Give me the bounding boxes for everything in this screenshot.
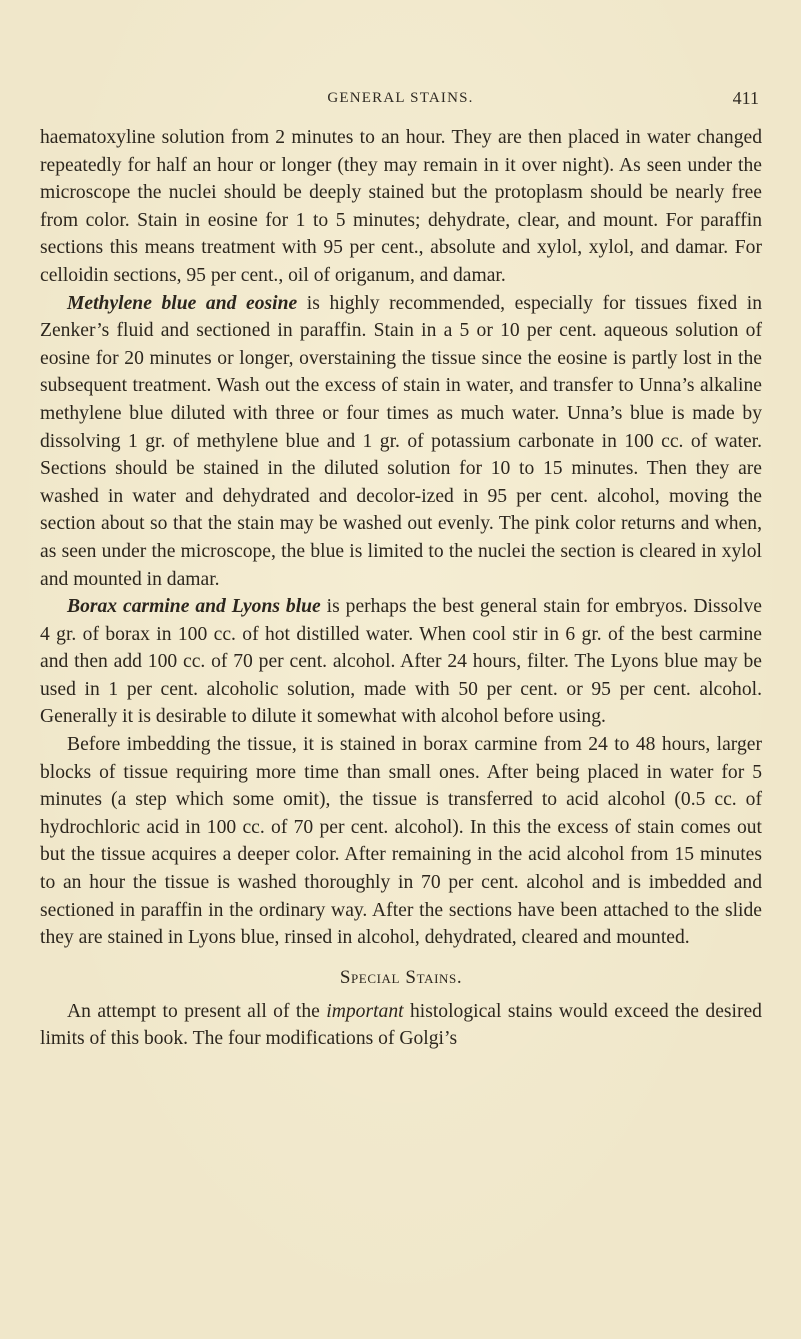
paragraph-text: haematoxyline solution from 2 minutes to an hour. They are then placed in water changed repeatedly for half an hour or longer (they may remain in it over night). As seen under the microscope the nuclei should be deeply stained but the protoplasm should be nearly free from color. Stain in eosine for 1 to 5 minutes; dehydrate, clear, and mount. For paraffin sections this means treatment with 95 per cent., absolute and xylol, xylol, and damar. For celloidin sections, 95 per cent., oil of origanum, and damar. <box>40 127 762 286</box>
paragraph-methylene-blue <box>40 290 762 594</box>
paragraph-text: Before imbedding the tissue, it is stained in borax carmine from 24 to 48 hours, larger blocks of tissue requiring more time than small ones. After being placed in water for 5 minutes (a step which some omit), the tissue is transferred to acid alcohol (0.5 cc. of hydrochloric acid in 100 cc. of 70 per cent. alcohol). In this the excess of stain comes out but the tissue acquires a deeper color. After remaining in the acid alcohol from 15 minutes to an hour the tissue is washed thoroughly in 70 per cent. alcohol and is imbedded and sectioned in paraffin in the ordinary way. After the sections have been attached to the slide they are stained in Lyons blue, rinsed in alcohol, dehydrated, cleared and mounted. <box>40 734 762 949</box>
body-text <box>40 124 762 1053</box>
paragraph-lead-term: Methylene blue and eosine <box>67 292 298 314</box>
section-heading: Special Stains. <box>339 966 463 988</box>
paragraph-continued <box>40 124 762 290</box>
paragraph-text: An attempt to present all of the <box>67 1000 327 1022</box>
page-number: 411 <box>732 88 759 108</box>
paragraph-text: is highly recommended, especially for tissues fixed in Zenker’s fluid and sectioned in paraffin. Stain in a 5 or 10 per cent. aqueous solution of eosine for 20 minutes or longer, overstaining the tissue since the eosine is partly lost in the subsequent treatment. Wash out the excess of stain in water, and transfer to Unna’s alkaline methylene blue diluted with three or four times as much water. Unna’s blue is made by dissolving 1 gr. of methylene blue and 1 gr. of potassium carbonate in 100 cc. of water. Sections should be stained in the diluted solution for 10 to 15 minutes. Then they are washed in water and dehydrated and decolor-ized in 95 per cent. alcohol, moving the section about so that the stain may be washed out evenly. The pink color returns and when, as seen under the microscope, the blue is limited to the nuclei the section is cleared in xylol and mounted in damar. <box>40 292 762 590</box>
paragraph-borax-carmine <box>40 593 762 731</box>
paragraph-imbedding <box>40 731 762 952</box>
running-head <box>0 90 801 114</box>
paragraph-special-stains <box>40 998 762 1053</box>
emphasis-important: important <box>326 1000 404 1022</box>
paragraph-text: histological stains would exceed the desired limits of this book. The four modifications of Golgi’s <box>40 1000 762 1050</box>
running-head-title: GENERAL STAINS. <box>327 90 474 106</box>
paragraph-lead-term: Borax carmine and Lyons blue <box>67 596 321 618</box>
paragraph-text: is perhaps the best general stain for embryos. Dissolve 4 gr. of borax in 100 cc. of hot distilled water. When cool stir in 6 gr. of the best carmine and then add 100 cc. of 70 per cent. alcohol. After 24 hours, filter. The Lyons blue may be used in 1 per cent. alcoholic solution, made with 50 per cent. or 95 per cent. alcohol. Generally it is desirable to dilute it somewhat with alcohol before using. <box>40 596 762 728</box>
